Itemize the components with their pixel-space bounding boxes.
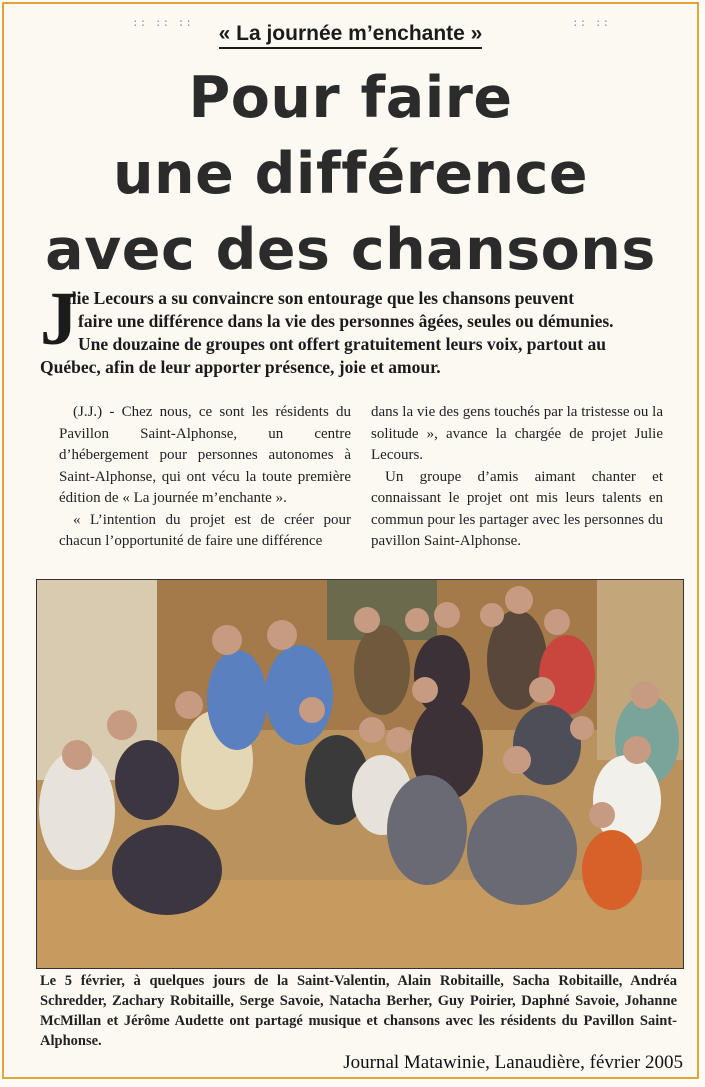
body-paragraph: dans la vie des gens touchés par la tristesse ou la solitude », avance la chargée de projet Julie Lecours. [371, 404, 663, 463]
headline-line: avec des chansons [45, 217, 656, 283]
body-paragraph: « L’intention du projet est de créer pour chacun l’opportunité de faire une différence [59, 511, 351, 549]
article-column-2 [371, 402, 663, 553]
lead-line: Une douzaine de groupes ont offert gratuitement leurs voix, partout au [78, 334, 607, 354]
group-photo [36, 579, 684, 969]
headline [24, 60, 677, 288]
headline-line: une différence [112, 141, 589, 207]
article-column-1 [59, 402, 351, 553]
newspaper-clipping [2, 2, 699, 1079]
body-paragraph: (J.J.) - Chez nous, ce sont les résidents du Pavillon Saint-Alphonse, un centre d’hébergement pour personnes autonomes à Saint-Alphonse, qui ont vécu la toute première édition de « La journée m’enchante ». [59, 404, 351, 506]
lead-line: Québec, afin de leur apporter présence, joie et amour. [40, 357, 441, 377]
lead-line: ulie Lecours a su convaincre son entourage que les chansons peuvent [62, 288, 575, 308]
lead-line: faire une différence dans la vie des personnes âgées, seules ou démunies. [78, 311, 614, 331]
drop-cap: J [40, 277, 78, 361]
body-paragraph: Un groupe d’amis aimant chanter et connaissant le projet ont mis leurs talents en commun pour les partager avec les personnes du pavillon Saint-Alphonse. [371, 468, 663, 549]
photo-caption: Le 5 février, à quelques jours de la Saint-Valentin, Alain Robitaille, Sacha Robitaille, Andréa Schredder, Zachary Robitaille, Serge Savoie, Natacha Berher, Guy Poirier, Daphné Savoie, Johanne McMillan et Jérôme Audette ont partagé musique et chansons avec les résidents du Pavillon Saint-Alphonse. [40, 973, 677, 1049]
kicker-text: « La journée m’enchante » [219, 22, 483, 49]
decorative-dots: :: :: [572, 16, 611, 29]
source-credit: Journal Matawinie, Lanaudière, février 2005 [337, 1052, 683, 1074]
decorative-dots: :: :: :: [132, 16, 193, 29]
kicker-heading [4, 22, 697, 46]
headline-line: Pour faire [188, 65, 513, 131]
lead-paragraph [40, 277, 679, 379]
